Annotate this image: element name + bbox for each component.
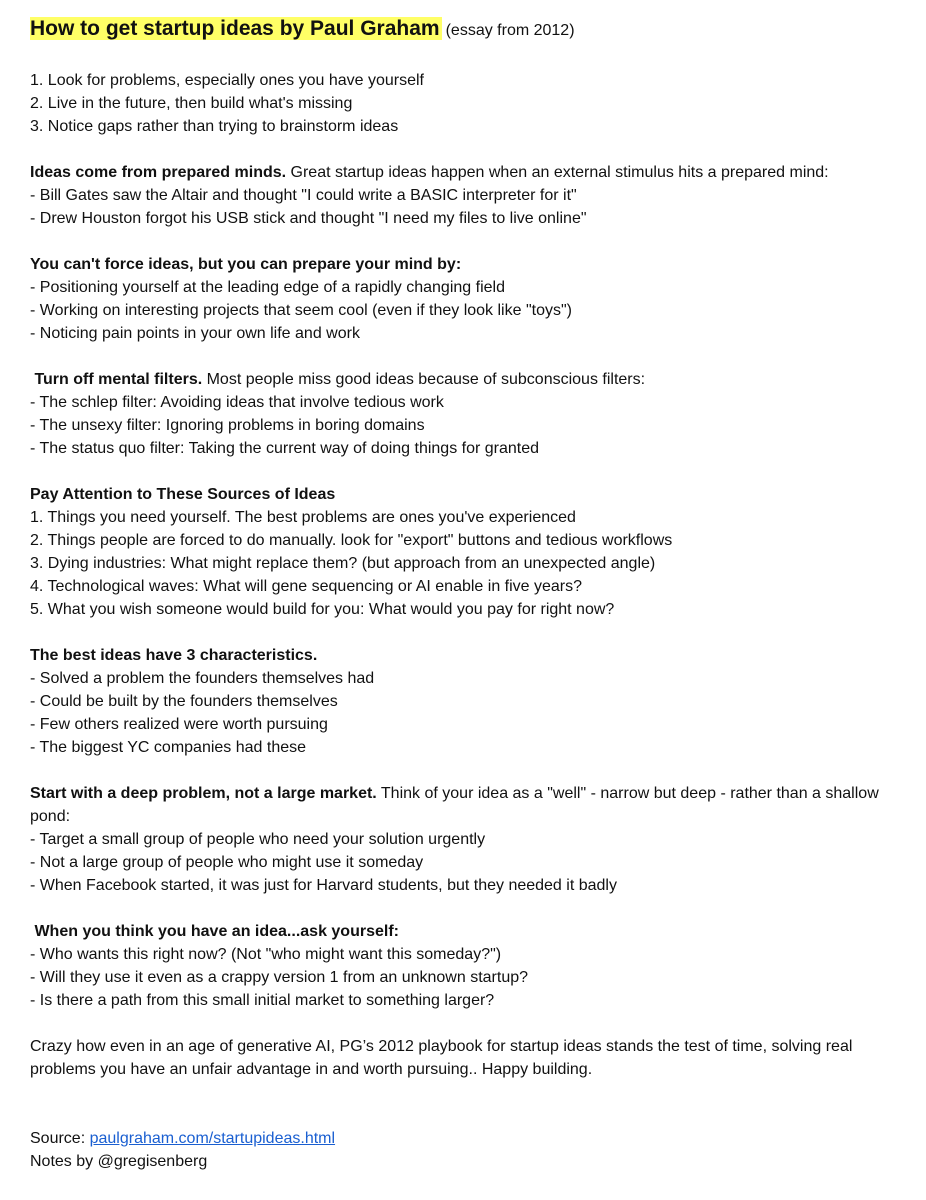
list-item: 1. Look for problems, especially ones you have yourself xyxy=(30,72,424,89)
list-item: - The schlep filter: Avoiding ideas that involve tedious work xyxy=(30,394,444,411)
section-characteristics xyxy=(30,644,896,759)
section-paragraph xyxy=(30,782,896,828)
section-mental-filters xyxy=(30,368,896,460)
section-prepared-minds xyxy=(30,161,896,230)
section-text: Think of your idea as a "well" - narrow but deep - rather than a shallow pond: xyxy=(30,785,879,825)
section-deep-problem xyxy=(30,782,896,897)
list-item: - Few others realized were worth pursuing xyxy=(30,716,328,733)
list-item: - Could be built by the founders themselves xyxy=(30,693,338,710)
source-line xyxy=(30,1127,896,1150)
document-title: How to get startup ideas by Paul Graham xyxy=(30,17,440,40)
list-item: 2. Things people are forced to do manually. look for "export" buttons and tedious workflows xyxy=(30,532,673,549)
list-item: - The status quo filter: Taking the current way of doing things for granted xyxy=(30,440,540,457)
section-text: Most people miss good ideas because of subconscious filters: xyxy=(202,371,646,388)
list-item: - Is there a path from this small initial market to something larger? xyxy=(30,992,495,1009)
list-item: - Solved a problem the founders themselves had xyxy=(30,670,375,687)
footer xyxy=(30,1127,896,1173)
list-item: - Not a large group of people who might use it someday xyxy=(30,854,424,871)
section-heading: Turn off mental filters. xyxy=(30,371,203,388)
list-item: - Target a small group of people who need your solution urgently xyxy=(30,831,486,848)
list-item: 3. Notice gaps rather than trying to brainstorm ideas xyxy=(30,118,399,135)
source-label: Source: xyxy=(30,1130,90,1147)
closing-paragraph: Crazy how even in an age of generative AI, PG’s 2012 playbook for startup ideas stands the test of time, solving real problems you have an unfair advantage in and worth pursuing.. Happy building. xyxy=(30,1038,853,1078)
section-text: Great startup ideas happen when an external stimulus hits a prepared mind: xyxy=(286,164,829,181)
section-heading: You can't force ideas, but you can prepare your mind by: xyxy=(30,256,462,273)
section-heading: When you think you have an idea...ask yourself: xyxy=(30,923,399,940)
list-item: 5. What you wish someone would build for you: What would you pay for right now? xyxy=(30,601,615,618)
section-prepare-mind xyxy=(30,253,896,345)
notes-credit: Notes by @gregisenberg xyxy=(30,1153,208,1170)
list-item: - Who wants this right now? (Not "who might want this someday?") xyxy=(30,946,502,963)
section-paragraph xyxy=(30,368,896,391)
list-item: - Positioning yourself at the leading edge of a rapidly changing field xyxy=(30,279,505,296)
section-sources xyxy=(30,483,896,621)
list-item: 3. Dying industries: What might replace them? (but approach from an unexpected angle) xyxy=(30,555,656,572)
list-item: 2. Live in the future, then build what's missing xyxy=(30,95,353,112)
list-item: - Drew Houston forgot his USB stick and thought "I need my files to live online" xyxy=(30,210,587,227)
list-item: - Noticing pain points in your own life and work xyxy=(30,325,360,342)
section-paragraph xyxy=(30,161,896,184)
list-item: 4. Technological waves: What will gene sequencing or AI enable in five years? xyxy=(30,578,583,595)
list-item: 1. Things you need yourself. The best problems are ones you've experienced xyxy=(30,509,576,526)
section-heading: Pay Attention to These Sources of Ideas xyxy=(30,486,336,503)
title-line xyxy=(30,16,896,42)
section-heading: Start with a deep problem, not a large market. xyxy=(30,785,377,802)
section-heading: The best ideas have 3 characteristics. xyxy=(30,647,318,664)
source-link[interactable]: paulgraham.com/startupideas.html xyxy=(89,1130,336,1147)
list-item: - The biggest YC companies had these xyxy=(30,739,307,756)
list-item: - When Facebook started, it was just for Harvard students, but they needed it badly xyxy=(30,877,617,894)
list-item: - Working on interesting projects that seem cool (even if they look like "toys") xyxy=(30,302,572,319)
section-heading: Ideas come from prepared minds. xyxy=(30,164,287,181)
intro-list xyxy=(30,69,896,138)
list-item: - The unsexy filter: Ignoring problems in boring domains xyxy=(30,417,425,434)
list-item: - Bill Gates saw the Altair and thought "I could write a BASIC interpreter for it" xyxy=(30,187,577,204)
document-subtitle: (essay from 2012) xyxy=(445,22,575,39)
list-item: - Will they use it even as a crappy version 1 from an unknown startup? xyxy=(30,969,529,986)
section-ask-yourself xyxy=(30,920,896,1012)
